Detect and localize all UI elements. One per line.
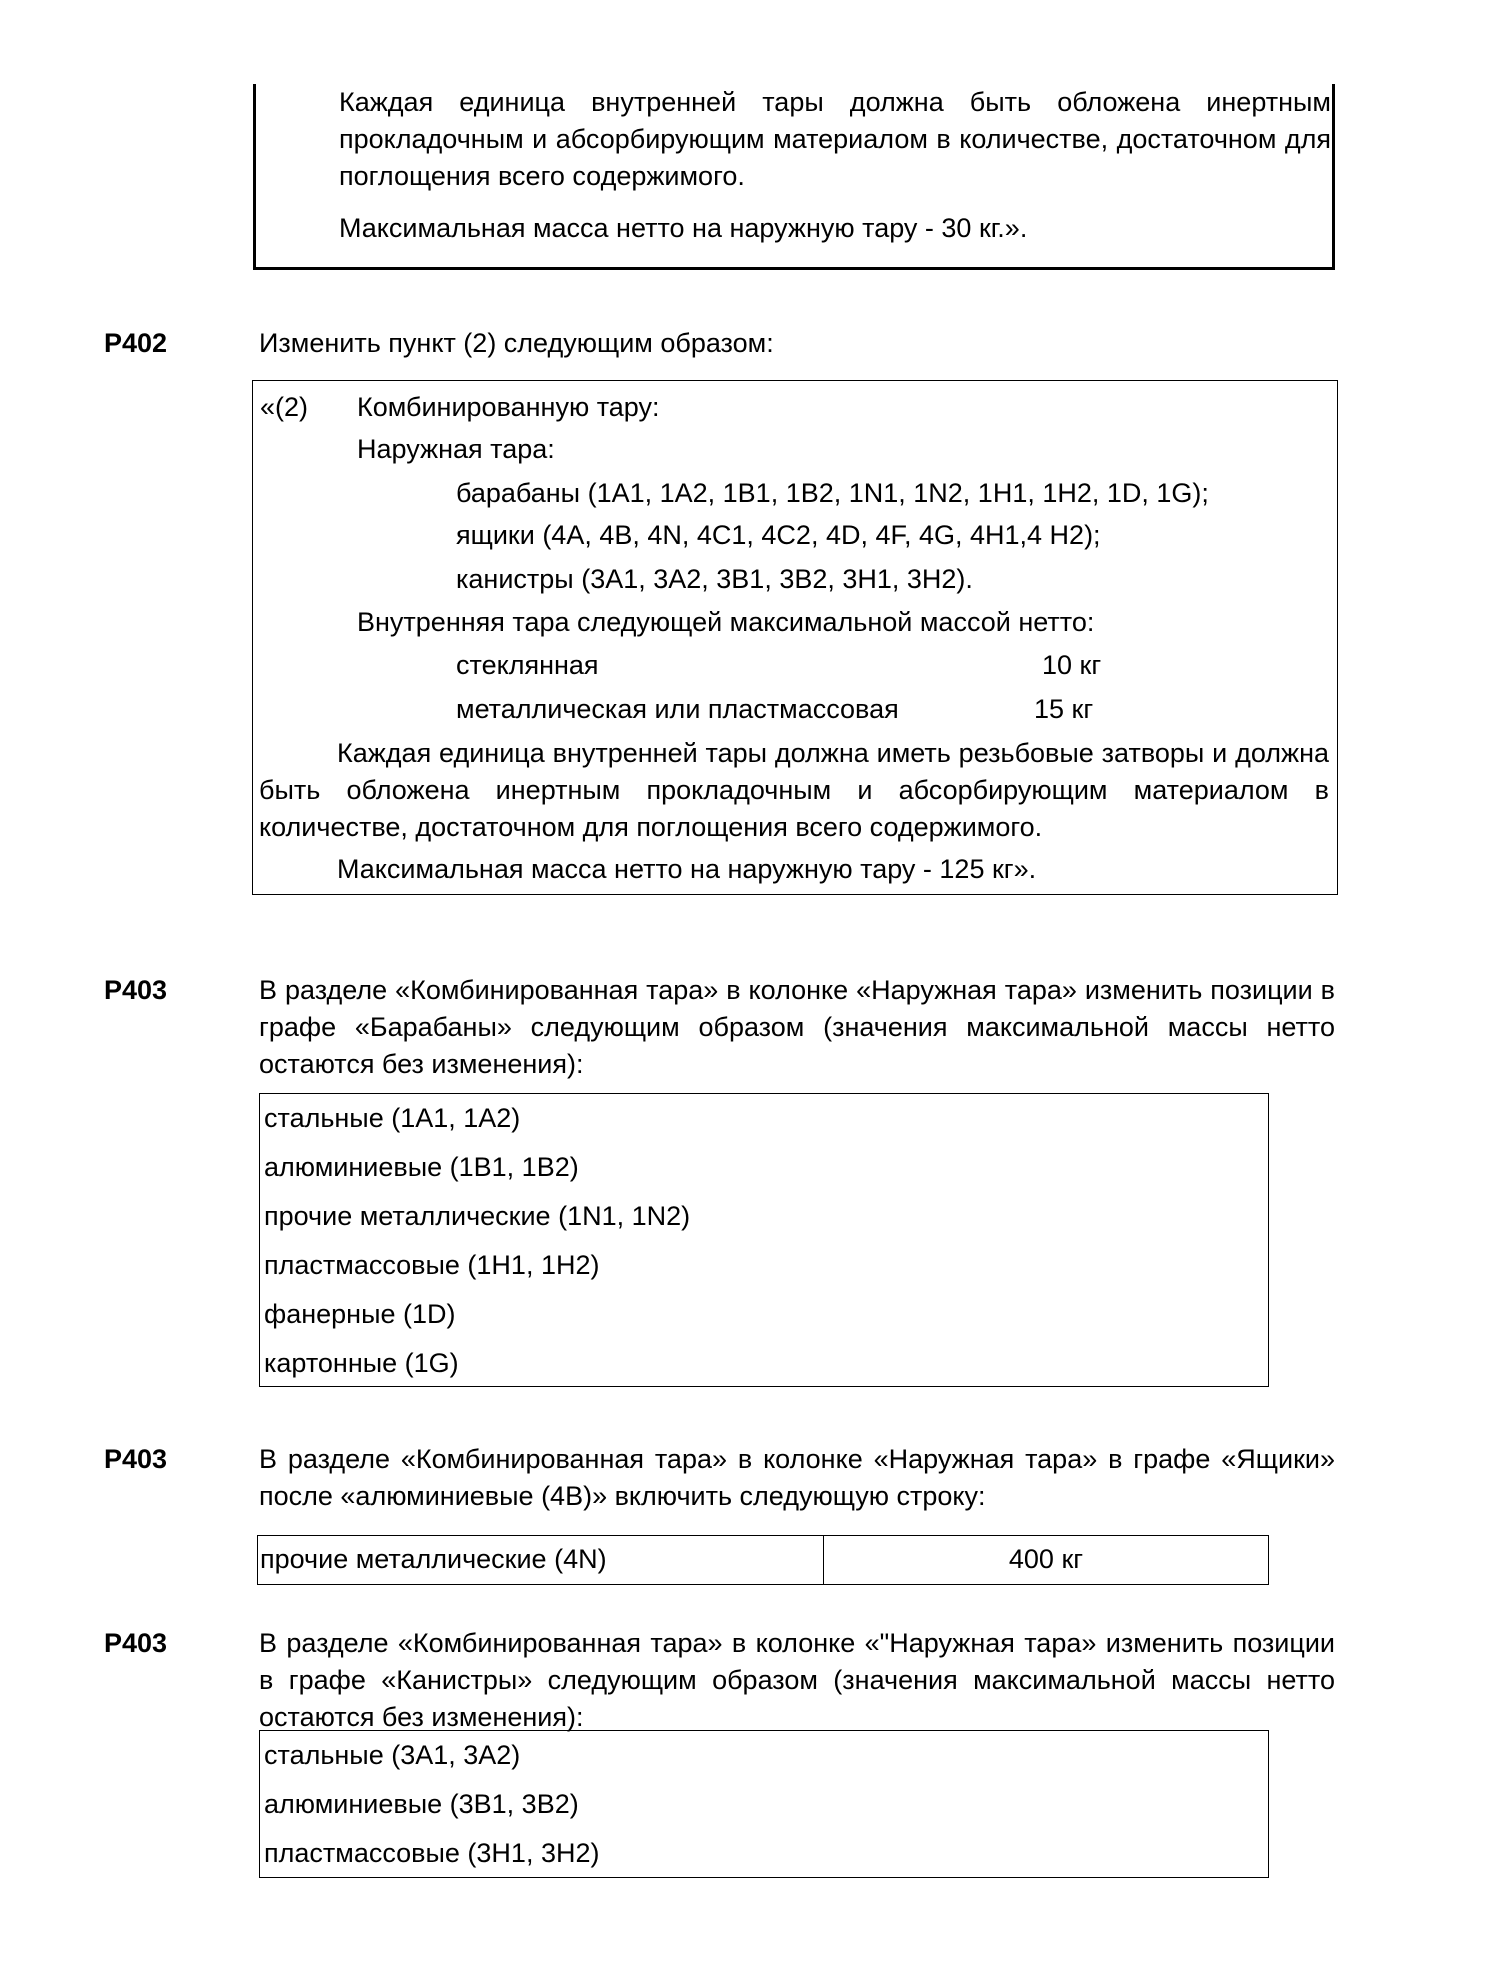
list-item: стальные (1A1, 1A2) bbox=[264, 1103, 521, 1133]
combined-packaging-heading: Комбинированную тару: bbox=[357, 392, 660, 422]
section-code-p403: P403 bbox=[104, 1628, 168, 1658]
p403-boxes-instruction: В разделе «Комбинированная тара» в колонке «Наружная тара» в графе «Ящики» после «алюминиевые (4B)» включить следующую строку: bbox=[259, 1444, 1335, 1511]
inner-item-mass: 10 кг bbox=[1042, 650, 1102, 680]
section-code-p403: P403 bbox=[104, 975, 168, 1005]
outer-item: канистры (3A1, 3A2, 3B1, 3B2, 3H1, 3H2). bbox=[456, 564, 973, 594]
outer-item: барабаны (1A1, 1A2, 1B1, 1B2, 1N1, 1N2, 1H1, 1H2, 1D, 1G); bbox=[456, 478, 1209, 508]
list-item: пластмассовые (3H1, 3H2) bbox=[264, 1838, 600, 1868]
boxes-new-row-table bbox=[257, 1535, 1269, 1585]
list-item: алюминиевые (3B1, 3B2) bbox=[264, 1789, 579, 1819]
p402-max-mass: Максимальная масса нетто на наружную тару - 125 кг». bbox=[337, 854, 1037, 884]
outer-item: ящики (4A, 4B, 4N, 4C1, 4C2, 4D, 4F, 4G, 4H1,4 H2); bbox=[456, 520, 1101, 550]
list-item: стальные (3A1, 3A2) bbox=[264, 1740, 521, 1770]
p402-amendment-box bbox=[252, 380, 1338, 895]
p403-drums-instruction: В разделе «Комбинированная тара» в колонке «Наружная тара» изменить позиции в графе «Барабаны» следующим образом (значения максимальной массы нетто остаются без изменения): bbox=[259, 975, 1335, 1079]
list-item: картонные (1G) bbox=[264, 1348, 459, 1378]
inner-item-mass: 15 кг bbox=[1034, 694, 1094, 724]
top-box-paragraph: Каждая единица внутренней тары должна быть обложена инертным прокладочным и абсорбирующим материалом в количестве, достаточном для поглощения всего содержимого. bbox=[339, 87, 1331, 191]
jerricans-list-box bbox=[259, 1730, 1269, 1878]
p402-paragraph: Каждая единица внутренней тары должна иметь резьбовые затворы и должна быть обложена инертным прокладочным и абсорбирующим материалом в количестве, достаточном для поглощения всего содержимого. bbox=[259, 738, 1329, 842]
inner-packaging-heading: Внутренняя тара следующей максимальной массой нетто: bbox=[357, 607, 1095, 637]
list-item: прочие металлические (1N1, 1N2) bbox=[264, 1201, 691, 1231]
p403-jerricans-instruction: В разделе «Комбинированная тара» в колонке «"Наружная тара» изменить позиции в графе «Канистры» следующим образом (значения максимальной массы нетто остаются без изменения): bbox=[259, 1628, 1335, 1732]
outer-packaging-heading: Наружная тара: bbox=[357, 434, 555, 464]
section-code-p402: P402 bbox=[104, 328, 168, 358]
item-number: «(2) bbox=[260, 392, 309, 422]
list-item: алюминиевые (1B1, 1B2) bbox=[264, 1152, 579, 1182]
top-box-max-mass: Максимальная масса нетто на наружную тару - 30 кг.». bbox=[339, 213, 1028, 243]
table-cell-mass: 400 кг bbox=[1008, 1544, 1084, 1574]
inner-item-label: стеклянная bbox=[456, 650, 599, 680]
table-cell-label: прочие металлические (4N) bbox=[258, 1536, 824, 1584]
continued-text-box bbox=[253, 84, 1335, 270]
drums-list-box bbox=[259, 1093, 1269, 1387]
p402-instruction: Изменить пункт (2) следующим образом: bbox=[259, 328, 774, 358]
list-item: фанерные (1D) bbox=[264, 1299, 456, 1329]
inner-item-label: металлическая или пластмассовая bbox=[456, 694, 899, 724]
list-item: пластмассовые (1H1, 1H2) bbox=[264, 1250, 600, 1280]
section-code-p403: P403 bbox=[104, 1444, 168, 1474]
